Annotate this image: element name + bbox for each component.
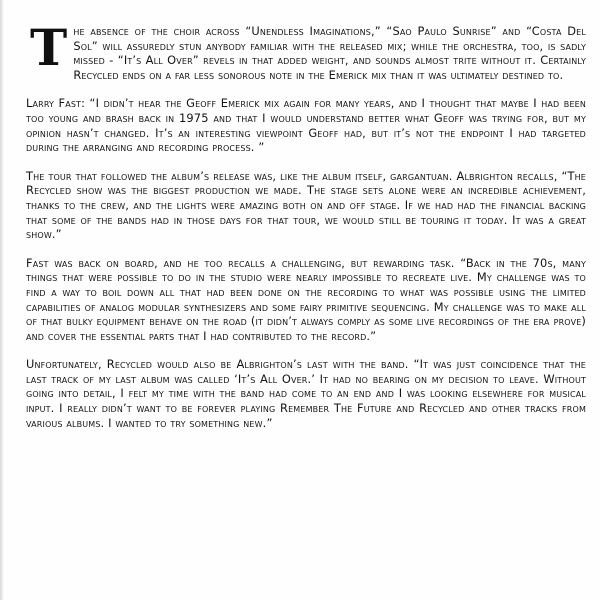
page-fold-edge <box>0 0 4 600</box>
paragraph-2: Larry Fast: “I didn’t hear the Geoff Emerick mix again for many years, and I thought that maybe I had been too young and brash back in 1975 and that I would understand better what Geoff was trying for, but my opinion hasn’t changed. It’s an interesting viewpoint Geoff had, but it’s not the endpoint I had targeted during the arranging and recording process. ” <box>26 96 586 155</box>
text-column <box>26 18 586 444</box>
paragraph-1-text: he absence of the choir across “Unendless Imaginations,” “Sao Paulo Sunrise” and “Costa Del Sol” will assuredly stun anybody familiar with the released mix; while the orchestra, too, is sadly missed - “It’s All Over” revels in that added weight, and sounds almost trite without it. Certainly Recycled ends on a far less sonorous note in the Emerick mix than it was ultimately destined to. <box>73 24 586 82</box>
paragraph-5: Unfortunately, Recycled would also be Albrighton’s last with the band. “It was just coincidence that the last track of my last album was called ‘It’s All Over.’ It had no bearing on my decision to leave. Without going into detail, I felt my time with the band had come to an end and I was looking elsewhere for musical input. I really didn’t want to be forever playing Remember The Future and Recycled and other tracks from various albums. I wanted to try something new.” <box>26 357 586 430</box>
paragraph-1 <box>26 18 586 82</box>
paragraph-3: The tour that followed the album’s release was, like the album itself, gargantuan. Albrighton recalls, “The Recycled show was the biggest production we made. The stage sets alone were an incredible achievement, thanks to the crew, and the lights were amazing both on and off stage. If we had had the financial backing that some of the bands had in those days for that tour, we would still be touring it today. It was a great show.” <box>26 168 586 242</box>
paragraph-4: Fast was back on board, and he too recalls a challenging, but rewarding task. “Back in the 70s, many things that were possible to do in the studio were nearly impossible to recreate live. My challenge was to find a way to boil down all that had been done on the recording to what was possible using the limited capabilities of analog modular synthesizers and some fairy primitive sequencing. My challenge was to make all of that bulky equipment behave on the road (it didn’t always comply as some live recordings of the era prove) and cover the essential parts that I had contributed to the record.” <box>26 255 586 343</box>
drop-cap: T <box>30 18 68 77</box>
